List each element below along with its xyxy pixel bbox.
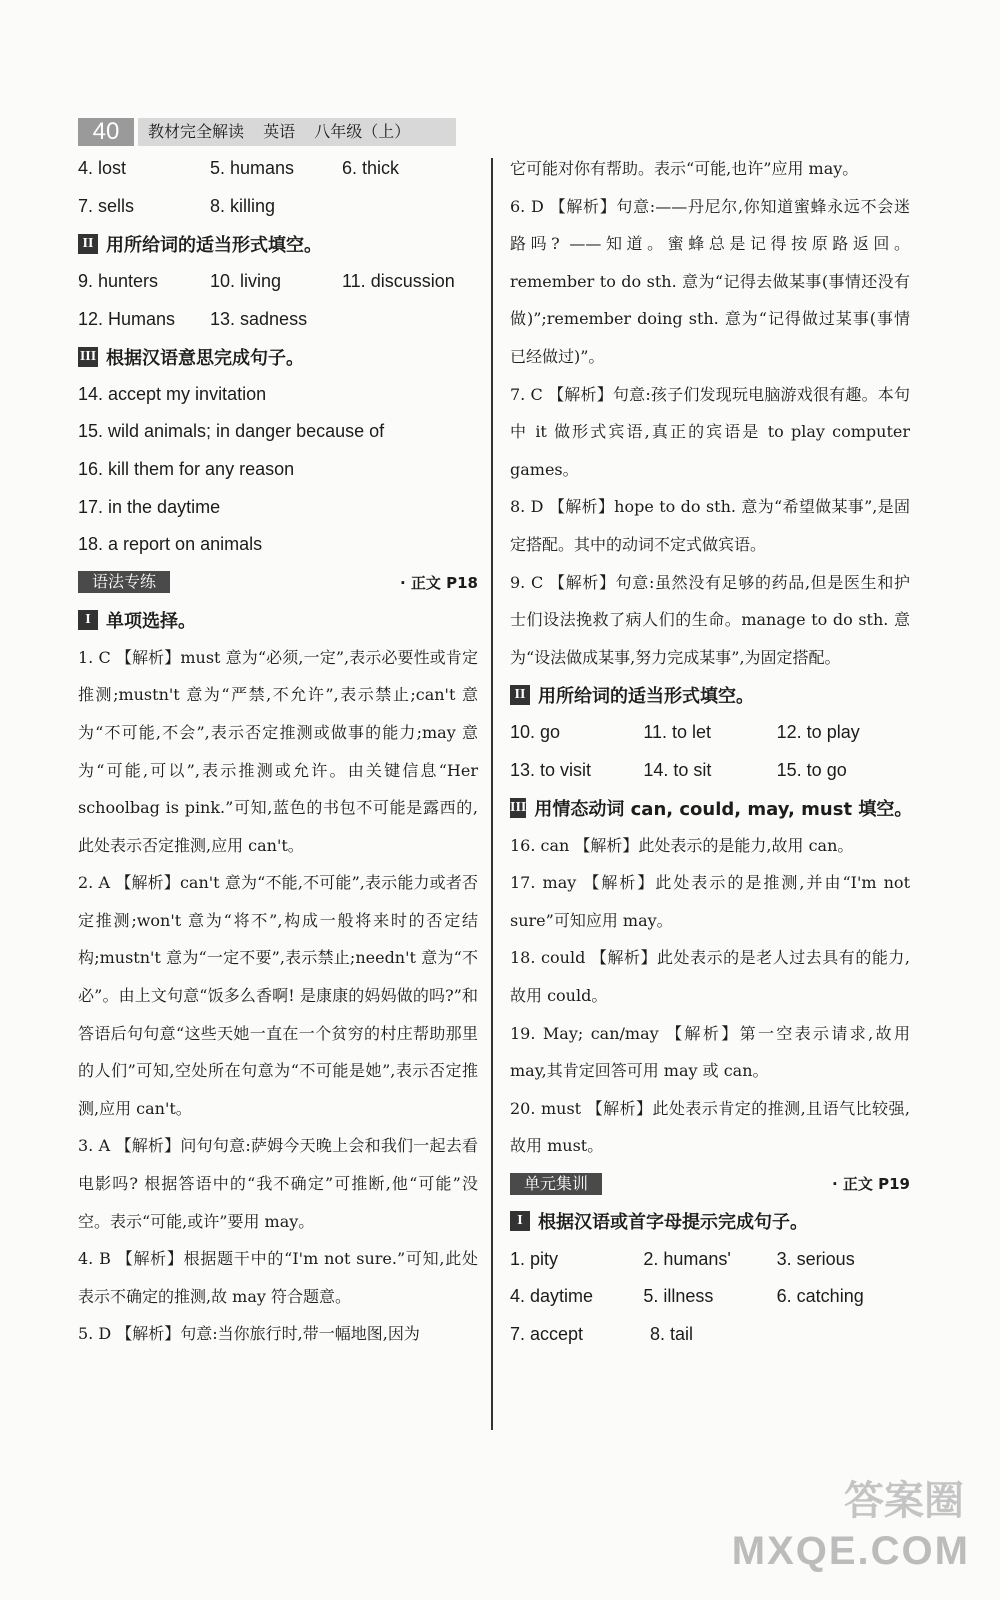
explanation: 19. May; can/may 【解析】第一空表示请求,故用 may,其肯定回答可用 may 或 can。 bbox=[510, 1023, 910, 1081]
answer-row: 10. go 11. to let 12. to play bbox=[510, 722, 860, 743]
explanation: 它可能对你有帮助。表示“可能,也许”应用 may。 bbox=[510, 159, 859, 178]
answer-row: 9. hunters 10. living 11. discussion bbox=[78, 271, 455, 292]
section-heading: III 根据汉语意思完成句子。 bbox=[79, 347, 304, 369]
explanation: 9. C 【解析】句意:虽然没有足够的药品,但是医生和护士们设法挽救了病人们的生命。manage to do sth. 意为“设法做成某事,努力完成某事”,为固定搭配。 bbox=[510, 572, 910, 667]
book-title: 教材完全解读 bbox=[148, 122, 245, 141]
explanation: 4. B 【解析】根据题干中的“I'm not sure.”可知,此处表示不确定的推测,故 may 符合题意。 bbox=[78, 1249, 478, 1306]
section-heading: II 用所给词的适当形式填空。 bbox=[78, 225, 478, 263]
answer-row: 1. pity 2. humans' 3. serious bbox=[510, 1248, 855, 1269]
answer-row: 4. daytime 5. illness 6. catching bbox=[510, 1286, 864, 1307]
section-heading: II 用所给词的适当形式填空。 bbox=[510, 676, 910, 714]
explanation: 6. D 【解析】句意:——丹尼尔,你知道蜜蜂永远不会迷路吗? ——知道。蜜蜂总是记得按原路返回。remember to do sth. 意为“记得去做某事(事情还没有做)”;remember doing sth. 意为“记得做过某事(事情已经做过)”。 bbox=[510, 196, 910, 366]
section-heading: I 单项选择。 bbox=[78, 601, 478, 639]
answer-row: 14. accept my invitation bbox=[78, 383, 267, 404]
section-heading: III 用情态动词 can, could, may, must 填空。 bbox=[510, 798, 913, 820]
explanation: 1. C 【解析】must 意为“必须,一定”,表示必要性或肯定推测;mustn't 意为“严禁,不允许”,表示禁止;can't 意为“不可能,不会”,表示否定推测或做事的能力;may 意为“可能,可以”,表示推测或允许。由关键信息“Her schoolbag is pink.”可知,蓝色的书包不可能是露西的,此处表示否定推测,应用 can't。 bbox=[78, 647, 478, 855]
right-column bbox=[510, 150, 913, 1353]
page-reference: · 正文 P18 bbox=[399, 573, 478, 592]
explanation: 8. D 【解析】hope to do sth. 意为“希望做某事”,是固定搭配。其中的动词不定式做宾语。 bbox=[510, 497, 910, 554]
explanation: 7. C 【解析】句意:孩子们发现玩电脑游戏很有趣。本句中 it 做形式宾语,真正的宾语是 to play computer games。 bbox=[510, 384, 910, 479]
left-column bbox=[78, 150, 478, 1353]
watermark-logo: 答案圈 bbox=[844, 1478, 964, 1524]
roman-numeral-icon: II bbox=[510, 685, 530, 705]
answer-row: 16. kill them for any reason bbox=[78, 459, 295, 480]
answer-row: 17. in the daytime bbox=[78, 496, 221, 517]
answer-row: 15. wild animals; in danger because of bbox=[78, 421, 385, 442]
section-banner: 语法专练 bbox=[78, 571, 170, 593]
answer-row: 4. lost 5. humans 6. thick bbox=[78, 158, 400, 179]
explanation: 17. may 【解析】此处表示的是推测,并由“I'm not sure”可知应用 may。 bbox=[510, 873, 910, 930]
section-banner-row bbox=[78, 564, 478, 602]
answer-row: 7. sells 8. killing bbox=[78, 195, 276, 216]
answer-row: 7. accept 8. tail bbox=[510, 1323, 694, 1344]
section-heading: I 根据汉语或首字母提示完成句子。 bbox=[510, 1203, 910, 1241]
answer-row: 18. a report on animals bbox=[78, 534, 263, 555]
header-title bbox=[138, 118, 456, 146]
answer-row: 12. Humans 13. sadness bbox=[78, 308, 308, 329]
column-divider bbox=[491, 158, 493, 1430]
explanation: 5. D 【解析】句意:当你旅行时,带一幅地图,因为 bbox=[78, 1324, 420, 1344]
explanation: 18. could 【解析】此处表示的是老人过去具有的能力,故用 could。 bbox=[510, 948, 910, 1006]
subject: 英语 bbox=[263, 122, 296, 141]
explanation: 3. A 【解析】问句句意:萨姆今天晚上会和我们一起去看电影吗? 根据答语中的“我不确定”可推断,他“可能”没空。表示“可能,或许”要用 may。 bbox=[78, 1136, 478, 1231]
section-banner-row bbox=[510, 1165, 910, 1203]
roman-numeral-icon: I bbox=[510, 1211, 530, 1231]
roman-numeral-icon: III bbox=[78, 347, 98, 367]
page-reference: · 正文 P19 bbox=[831, 1175, 910, 1194]
explanation: 20. must 【解析】此处表示肯定的推测,且语气比较强,故用 must。 bbox=[510, 1098, 910, 1156]
roman-numeral-icon: I bbox=[78, 610, 98, 630]
page-number: 40 bbox=[78, 118, 134, 146]
page-header bbox=[78, 118, 458, 146]
watermark-url: MXQE.COM bbox=[731, 1529, 970, 1573]
roman-numeral-icon: III bbox=[510, 798, 526, 818]
roman-numeral-icon: II bbox=[78, 234, 98, 254]
grade: 八年级（上） bbox=[314, 122, 411, 141]
answer-row: 13. to visit 14. to sit 15. to go bbox=[510, 759, 847, 780]
explanation: 16. can 【解析】此处表示的是能力,故用 can。 bbox=[510, 835, 854, 855]
explanation: 2. A 【解析】can't 意为“不能,不可能”,表示能力或者否定推测;won't 意为“将不”,构成一般将来时的否定结构;mustn't 意为“一定不要”,表示禁止;needn't 意为“不必”。由上文句意“饭多么香啊! 是康康的妈妈做的吗?”和答语后句句意“这些天她一直在一个贫穷的村庄帮助那里的人们”可知,空处所在句意为“不可能是她”,表示否定推测,应用 can't。 bbox=[78, 873, 478, 1118]
section-banner: 单元集训 bbox=[510, 1173, 602, 1195]
